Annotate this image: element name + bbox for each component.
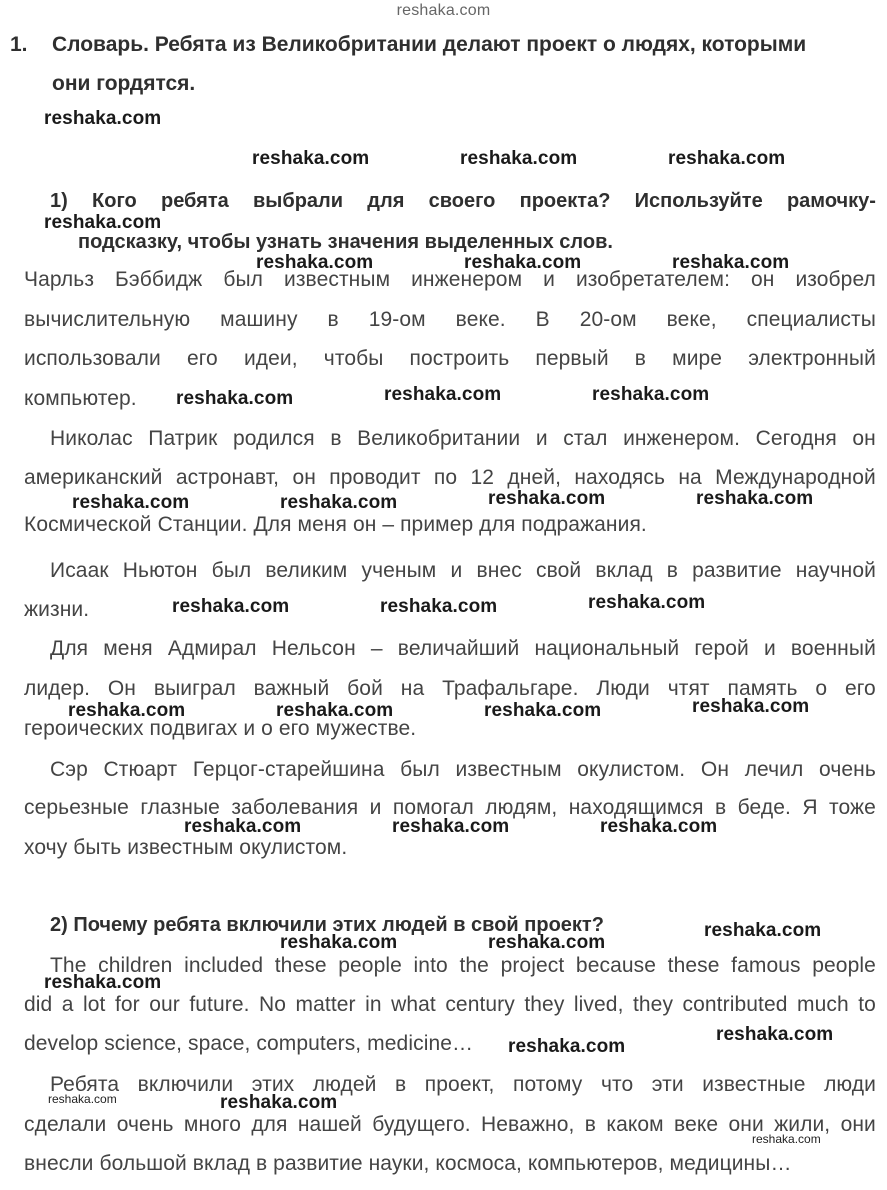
watermark: reshaka.com	[44, 972, 162, 993]
question2: 2) Почему ребята включили этих людей в свой проект?	[50, 914, 604, 936]
word: 12	[470, 466, 495, 489]
word: окулистом.	[577, 758, 686, 781]
p1-line3	[24, 347, 876, 371]
watermark-small: reshaka.com	[752, 1132, 821, 1146]
word: project	[500, 954, 565, 977]
p5-line1	[50, 758, 876, 782]
watermark: reshaka.com	[380, 596, 498, 617]
p5-line3: хочу быть известным окулистом.	[24, 836, 348, 859]
word: Используйте	[634, 190, 763, 212]
word: 1)	[50, 190, 68, 212]
question1-line1	[50, 190, 876, 213]
word: находящимся	[568, 796, 704, 819]
word: Ребята	[50, 1073, 120, 1096]
word: Бэббидж	[115, 268, 203, 291]
word: меня	[103, 637, 153, 660]
word: дней,	[507, 466, 562, 489]
word: нашей	[297, 1113, 362, 1136]
watermark: reshaka.com	[256, 252, 374, 273]
word: великим	[265, 559, 348, 582]
word: астронавт,	[175, 466, 280, 489]
word: did	[24, 993, 53, 1016]
word: вклад	[595, 559, 653, 582]
watermark: reshaka.com	[252, 148, 370, 169]
word: на	[678, 466, 702, 489]
task-title-line2: они гордятся.	[52, 72, 196, 95]
word: американский	[24, 466, 163, 489]
word: мире	[672, 347, 723, 370]
watermark: reshaka.com	[384, 384, 502, 405]
word: о	[815, 677, 828, 700]
word: бой	[347, 677, 383, 700]
word: научной	[795, 559, 876, 582]
word: Николас	[50, 427, 133, 450]
watermark: reshaka.com	[392, 816, 510, 837]
watermark: reshaka.com	[716, 1024, 834, 1045]
task-title-line1: Словарь. Ребята из Великобритании делают проект о людях, которыми	[52, 33, 807, 56]
word: своего	[428, 190, 496, 212]
word: Международной	[715, 466, 876, 489]
word: развитие	[692, 559, 782, 582]
word: тоже	[828, 796, 876, 819]
word: идеи,	[243, 347, 298, 370]
word: эти	[651, 1073, 684, 1096]
watermark: reshaka.com	[68, 700, 186, 721]
word: беде.	[737, 796, 791, 819]
answer-en-line3: develop science, space, computers, medicine…	[24, 1032, 474, 1055]
answer-en-line1	[50, 954, 876, 978]
word: the	[459, 954, 489, 977]
word: much	[796, 993, 849, 1016]
watermark: reshaka.com	[600, 816, 718, 837]
word: он	[292, 466, 316, 489]
word: в	[330, 427, 342, 450]
watermark-small: reshaka.com	[48, 1092, 117, 1106]
word: сделали	[24, 1113, 107, 1136]
word: в	[714, 796, 727, 819]
word: Для	[50, 637, 89, 660]
word: величайший	[397, 637, 520, 660]
watermark: reshaka.com	[280, 932, 398, 953]
word: future.	[189, 993, 250, 1016]
word: инженером	[411, 268, 523, 291]
word: проекта?	[519, 190, 611, 212]
watermark: reshaka.com	[44, 108, 162, 129]
word: для	[367, 190, 405, 212]
p1-line2	[24, 308, 876, 332]
word: они	[840, 1113, 876, 1136]
word: чтят	[667, 677, 710, 700]
watermark: reshaka.com	[672, 252, 790, 273]
word: Трафальгаре.	[442, 677, 579, 700]
watermark: reshaka.com	[488, 932, 606, 953]
word: because	[575, 954, 657, 977]
watermark: reshaka.com	[588, 592, 706, 613]
word: they	[524, 993, 565, 1016]
word: родился	[233, 427, 315, 450]
word: Патрик	[148, 427, 218, 450]
word: важный	[253, 677, 330, 700]
word: Неважно,	[481, 1113, 575, 1136]
word: Стюарт	[103, 758, 178, 781]
watermark: reshaka.com	[704, 920, 822, 941]
word: 19-ом	[368, 308, 426, 331]
word: его	[844, 677, 876, 700]
p3-line2: жизни.	[24, 598, 90, 621]
word: находясь	[574, 466, 665, 489]
word: и	[543, 268, 555, 291]
p2-line3: Космической Станции. Для меня он – пример для подражания.	[24, 513, 647, 536]
site-watermark-header: reshaka.com	[396, 2, 491, 19]
word: лидер.	[24, 677, 91, 700]
word: famous	[731, 954, 801, 977]
watermark: reshaka.com	[72, 492, 190, 513]
word: машину	[220, 308, 298, 331]
word: ребята	[160, 190, 229, 212]
word: they	[632, 993, 674, 1016]
word: национальный	[534, 637, 680, 660]
watermark: reshaka.com	[692, 696, 810, 717]
word: много	[183, 1113, 241, 1136]
word: включили	[137, 1073, 234, 1096]
word: герой	[694, 637, 749, 660]
watermark: reshaka.com	[696, 488, 814, 509]
watermark: reshaka.com	[176, 388, 294, 409]
p2-line2	[24, 466, 876, 490]
word: Люди	[596, 677, 650, 700]
word: известные	[702, 1073, 806, 1096]
word: The	[50, 954, 87, 977]
word: очень	[819, 758, 876, 781]
word: помогал	[392, 796, 474, 819]
word: contributed	[682, 993, 788, 1016]
word: очень	[116, 1113, 174, 1136]
word: военный	[790, 637, 876, 660]
watermark: reshaka.com	[460, 148, 578, 169]
word: веке.	[455, 308, 506, 331]
word: Нельсон	[271, 637, 356, 660]
word: изобрел	[795, 268, 876, 291]
word: и	[369, 796, 382, 819]
watermark: reshaka.com	[44, 212, 162, 233]
word: электронный	[748, 347, 876, 370]
word: Герцог-старейшина	[192, 758, 385, 781]
watermark: reshaka.com	[592, 384, 710, 405]
word: этих	[251, 1073, 295, 1096]
p4-line3: героических подвигах и о его мужестве.	[24, 717, 417, 740]
word: он	[750, 268, 775, 291]
word: No	[259, 993, 287, 1016]
word: чтобы	[323, 347, 384, 370]
watermark: reshaka.com	[508, 1036, 626, 1057]
word: в	[666, 559, 679, 582]
word: известным	[284, 268, 391, 291]
word: Я	[802, 796, 818, 819]
word: изобретателем:	[575, 268, 730, 291]
word: стал	[563, 427, 608, 450]
word: в	[327, 308, 339, 331]
word: Сегодня	[755, 427, 837, 450]
p1-line4: компьютер.	[24, 387, 137, 410]
word: people	[338, 954, 402, 977]
word: these	[274, 954, 327, 977]
watermark: reshaka.com	[280, 492, 398, 513]
word: людей	[312, 1073, 377, 1096]
word: lot	[83, 993, 106, 1016]
word: люди	[824, 1073, 876, 1096]
word: Он	[107, 677, 137, 700]
word: инженером.	[623, 427, 741, 450]
word: в	[395, 1073, 407, 1096]
word: вычислительную	[24, 308, 191, 331]
word: в	[634, 347, 647, 370]
word: what	[391, 993, 436, 1016]
word: В	[535, 308, 550, 331]
answer-ru-line1	[50, 1073, 876, 1097]
word: in	[365, 993, 382, 1016]
word: построить	[409, 347, 510, 370]
word: первый	[535, 347, 609, 370]
word: жили,	[774, 1113, 831, 1136]
word: проводит	[329, 466, 421, 489]
word: a	[61, 993, 74, 1016]
word: Сэр	[50, 758, 88, 781]
p3-line1	[50, 559, 876, 583]
word: Ньютон	[122, 559, 198, 582]
p2-line1	[50, 427, 876, 451]
word: для	[251, 1113, 288, 1136]
watermark: reshaka.com	[276, 700, 394, 721]
word: for	[114, 993, 140, 1016]
word: проект,	[424, 1073, 495, 1096]
answer-en-line2	[24, 993, 876, 1017]
watermark: reshaka.com	[464, 252, 582, 273]
word: внес	[476, 559, 522, 582]
word: лечил	[744, 758, 804, 781]
word: included	[184, 954, 264, 977]
answer-ru-line2	[24, 1113, 876, 1137]
word: будущего.	[372, 1113, 471, 1136]
word: память	[727, 677, 798, 700]
watermark: reshaka.com	[668, 148, 786, 169]
word: свой	[535, 559, 582, 582]
word: людям,	[485, 796, 558, 819]
word: серьезные	[24, 796, 129, 819]
word: people	[812, 954, 876, 977]
word: веке	[674, 1113, 719, 1136]
word: специалисты	[746, 308, 876, 331]
word: Чарльз	[24, 268, 95, 291]
word: to	[858, 993, 876, 1016]
word: был	[223, 268, 264, 291]
word: на	[400, 677, 425, 700]
answer-ru-line3: внесли большой вклад в развитие науки, космоса, компьютеров, медицины…	[24, 1152, 792, 1175]
word: его	[186, 347, 218, 370]
word: Он	[700, 758, 730, 781]
word: потому	[512, 1073, 583, 1096]
question1-line2: подсказку, чтобы узнать значения выделенных слов.	[78, 231, 613, 253]
word: Великобритании	[357, 427, 521, 450]
word: в	[584, 1113, 597, 1136]
word: our	[149, 993, 180, 1016]
word: по	[433, 466, 458, 489]
word: и	[763, 637, 776, 660]
watermark: reshaka.com	[488, 488, 606, 509]
word: известным	[455, 758, 562, 781]
word: он	[852, 427, 876, 450]
word: был	[400, 758, 440, 781]
word: matter	[295, 993, 356, 1016]
word: Кого	[92, 190, 137, 212]
word: –	[370, 637, 383, 660]
task-number: 1.	[10, 33, 28, 56]
word: был	[211, 559, 252, 582]
word: into	[413, 954, 448, 977]
word: что	[600, 1073, 634, 1096]
watermark: reshaka.com	[184, 816, 302, 837]
word: рамочку-	[786, 190, 876, 212]
word: century	[445, 993, 515, 1016]
word: и	[450, 559, 463, 582]
watermark: reshaka.com	[172, 596, 290, 617]
word: lived,	[573, 993, 624, 1016]
word: выиграл	[153, 677, 236, 700]
word: использовали	[24, 347, 161, 370]
word: Адмирал	[167, 637, 257, 660]
word: веке,	[666, 308, 717, 331]
word: глазные	[140, 796, 220, 819]
watermark: reshaka.com	[484, 700, 602, 721]
word: children	[98, 954, 173, 977]
word: выбрали	[252, 190, 344, 212]
word: они	[728, 1113, 764, 1136]
word: Исаак	[50, 559, 109, 582]
word: ученым	[361, 559, 437, 582]
word: 20-ом	[579, 308, 637, 331]
word: заболевания	[231, 796, 359, 819]
watermark: reshaka.com	[220, 1092, 338, 1113]
word: и	[535, 427, 548, 450]
p4-line1	[50, 637, 876, 661]
word: каком	[606, 1113, 664, 1136]
word: these	[667, 954, 720, 977]
